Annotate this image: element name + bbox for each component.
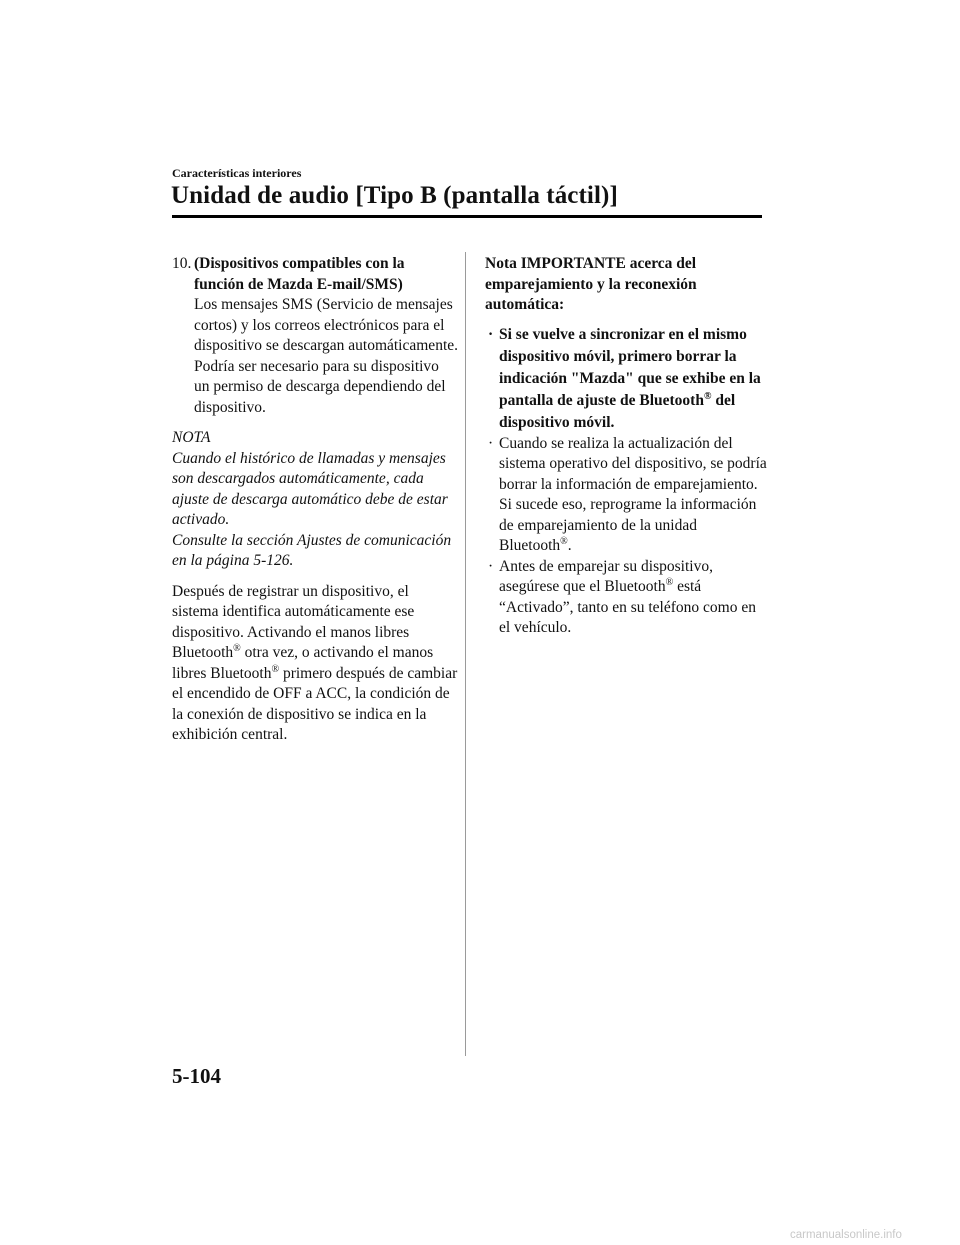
bullet-icon: · — [488, 434, 494, 452]
section-label: Características interiores — [172, 166, 302, 180]
registered-mark: ® — [703, 390, 712, 402]
important-list — [485, 324, 770, 639]
registered-mark: ® — [665, 576, 674, 588]
left-column — [172, 254, 458, 746]
connection-paragraph: Después de registrar un dispositivo, el sistema identifica automáticamente ese dispositivo. Activando el manos libres Bluetooth® otra vez, o activando el manos libres Bluetooth® primero después de cambiar el encendido de OFF a ACC, la condición de la conexión de dispositivo se indica en la exhibición central. — [172, 582, 458, 743]
note-label: NOTA — [172, 429, 211, 446]
bullet-icon: · — [488, 557, 494, 575]
page-number: 5-104 — [172, 1064, 221, 1088]
list-item: · Cuando se realiza la actualización del sistema operativo del dispositivo, se podría borrar la información de emparejamiento. Si sucede eso, reprograme la información de emparejamiento de la unidad Bluetooth®. — [488, 434, 767, 554]
registered-mark: ® — [560, 535, 568, 547]
title-rule — [172, 215, 762, 218]
note-reference: Consulte la sección Ajustes de comunicación en la página 5-126. — [172, 531, 452, 569]
item-heading-line-2: función de Mazda E-mail/SMS) — [194, 275, 403, 293]
registered-mark: ® — [271, 663, 280, 675]
important-heading-line-1: Nota IMPORTANTE acerca del — [485, 255, 697, 272]
registered-mark: ® — [233, 642, 241, 654]
list-item-10 — [172, 254, 458, 418]
important-heading-line-2: emparejamiento y la reconexión — [485, 275, 697, 293]
right-column — [485, 254, 770, 639]
bullet-icon: · — [488, 325, 494, 343]
list-item: · Si se vuelve a sincronizar en el mismo dispositivo móvil, primero borrar la indicación "Mazda" que se exhibe en la pantalla de ajuste de Bluetooth® del dispositivo móvil. — [488, 325, 761, 431]
item-heading-line-1: (Dispositivos compatibles con la — [194, 255, 405, 272]
page-title: Unidad de audio [Tipo B (pantalla táctil)] — [171, 182, 618, 209]
item-number: 10. — [172, 255, 192, 272]
note-text: Cuando el histórico de llamadas y mensajes son descargados automáticamente, cada ajuste de descarga automático debe de estar activado. — [172, 449, 448, 528]
item-body: Los mensajes SMS (Servicio de mensajes cortos) y los correos electrónicos para el dispositivo se descargan automáticamente. Podría ser necesario para su dispositivo un permiso de descarga dependiendo del dispositivo. — [194, 296, 458, 416]
footer-watermark: carmanualsonline.info — [790, 1229, 902, 1241]
list-item: · Antes de emparejar su dispositivo, asegúrese que el Bluetooth® está “Activado”, tanto en su teléfono como en el vehículo. — [488, 557, 756, 636]
column-divider — [465, 252, 466, 1056]
important-heading-line-3: automática: — [485, 296, 565, 313]
